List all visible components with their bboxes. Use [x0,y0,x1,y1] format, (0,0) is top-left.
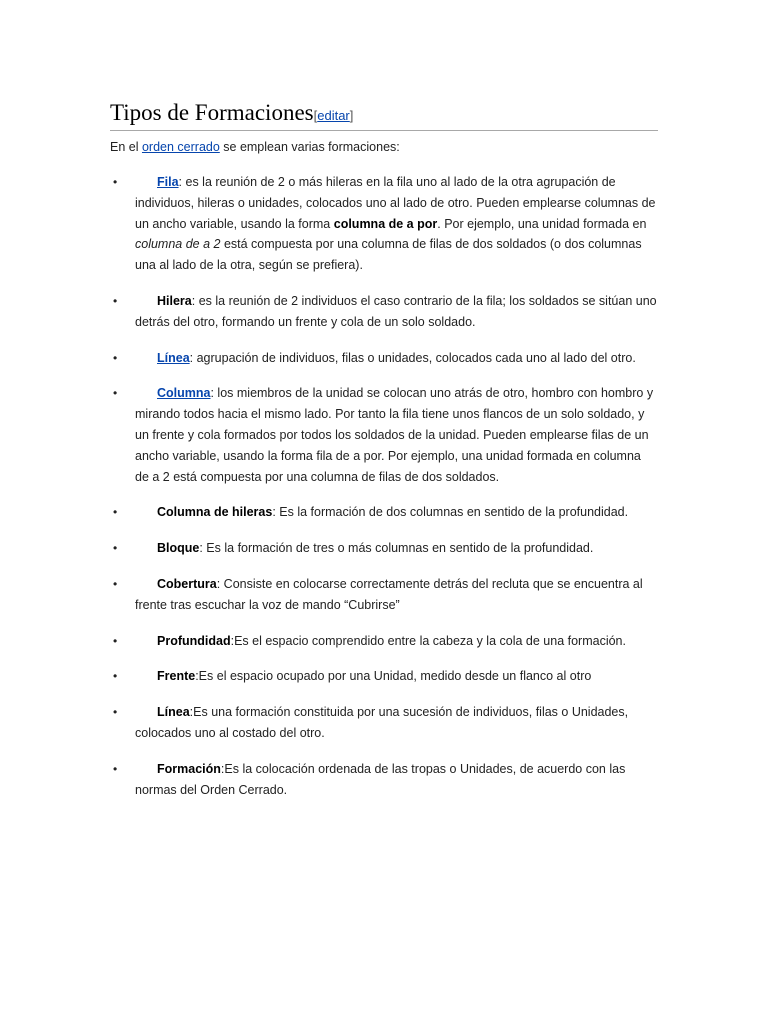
item-text: :Es el espacio ocupado por una Unidad, medido desde un flanco al otro [195,669,592,684]
item-text: : es la reunión de 2 o más hileras en la fila uno al lado de la otra agrupación de individuos, hileras o unidades, colocados uno al lado de otro. Pueden emplearse columnas de un ancho variable, usando la forma [135,175,656,231]
intro-text-before: En el [110,140,142,154]
list-item-linea [110,348,658,369]
item-italic-text: columna de a 2 [135,237,221,252]
term-bloque: Bloque [157,541,200,556]
list-item-frente [110,666,658,687]
item-text: : los miembros de la unidad se colocan uno atrás de otro, hombro con hombro y mirando todos hacia el mismo lado. Por tanto la fila tiene unos flancos de un solo soldado, y un frente y cola formados por todos los soldados de la unidad. Pueden emplearse filas de un ancho variable, usando la forma fila de a por. Por ejemplo, una unidad formada en columna de a 2 está compuesta por una columna de filas de dos soldados. [135,386,654,484]
list-item-linea-2 [110,702,658,744]
bullet-icon: • [113,175,118,189]
term-formacion: Formación [157,761,221,776]
section-heading [110,100,658,131]
item-bold-text: columna de a por [333,216,438,231]
edit-section [314,108,354,123]
edit-bracket-close: ] [349,108,354,123]
orden-cerrado-link[interactable]: orden cerrado [141,140,220,154]
list-item-columna [110,383,658,487]
bullet-icon: • [113,669,118,684]
bullet-icon: • [113,386,118,401]
item-text: :Es el espacio comprendido entre la cabeza y la cola de una formación. [230,633,626,648]
bullet-icon: • [113,705,118,720]
item-text: : agrupación de individuos, filas o unidades, colocados cada uno al lado del otro. [189,350,636,365]
item-text: : Es la formación de dos columnas en sentido de la profundidad. [272,505,629,520]
section-title [110,100,658,129]
item-text: : es la reunión de 2 individuos el caso contrario de la fila; los soldados se sitúan uno detrás del otro, formando un frente y cola de un solo soldado. [135,293,657,329]
term-columna-de-hileras: Columna de hileras [157,505,273,520]
list-item-formacion [110,759,658,801]
item-text: :Es la colocación ordenada de las tropas o Unidades, de acuerdo con las normas del Orden Cerrado. [135,761,626,797]
item-text: . Por ejemplo, una unidad formada en [437,216,647,231]
term-linea-2: Línea [157,705,190,720]
edit-link[interactable]: editar [317,108,350,123]
bullet-icon: • [113,505,118,520]
term-hilera: Hilera [157,293,192,308]
intro-text-after: se emplean varias formaciones: [219,140,400,154]
section-title-text: Tipos de Formaciones [110,100,314,125]
term-frente: Frente [157,669,196,684]
bullet-icon: • [113,633,118,648]
list-item-cobertura [110,574,658,616]
bullet-icon: • [113,541,118,556]
item-text: está compuesta por una columna de filas de dos soldados (o dos columnas una al lado de la otra, según se prefiera). [135,237,642,273]
item-text: : Es la formación de tres o más columnas en sentido de la profundidad. [199,541,594,556]
formations-list [110,172,658,815]
term-link-columna[interactable]: Columna [157,386,211,401]
edit-bracket-open: [ [313,108,318,123]
list-item-columna-de-hileras [110,502,658,523]
bullet-icon: • [113,293,118,308]
term-link-fila[interactable]: Fila [157,175,179,189]
bullet-icon: • [113,761,118,776]
list-item-profundidad [110,631,658,652]
term-link-linea[interactable]: Línea [157,350,190,365]
item-text: : Consiste en colocarse correctamente detrás del recluta que se encuentra al frente tras escuchar la voz de mando “Cubrirse” [135,576,643,612]
list-item-fila [110,172,658,276]
list-item-bloque [110,538,658,559]
intro-paragraph [110,137,670,157]
bullet-icon: • [113,576,118,591]
bullet-icon: • [113,350,118,365]
term-profundidad: Profundidad [157,633,231,648]
list-item-hilera [110,291,658,333]
term-cobertura: Cobertura [157,576,217,591]
item-text: :Es una formación constituida por una sucesión de individuos, filas o Unidades, colocados uno al costado del otro. [135,705,629,740]
